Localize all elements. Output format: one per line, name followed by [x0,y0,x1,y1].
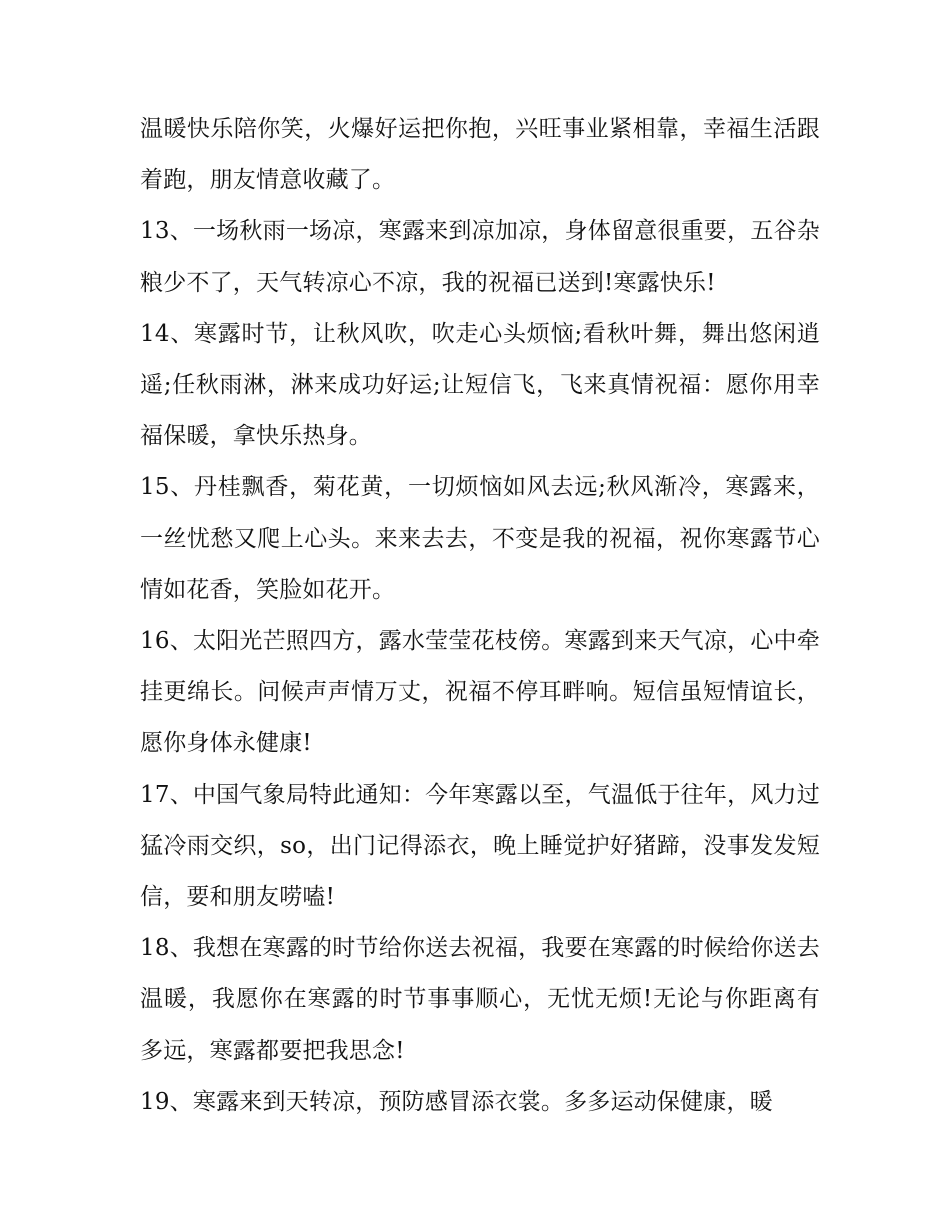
paragraph-14: 14、寒露时节，让秋风吹，吹走心头烦恼;看秋叶舞，舞出悠闲逍遥;任秋雨淋，淋来成功好运;让短信飞，飞来真情祝福：愿你用幸福保暖，拿快乐热身。 [140,320,820,450]
paragraph-intro: 温暖快乐陪你笑，火爆好运把你抱，兴旺事业紧相靠，幸福生活跟着跑，朋友情意收藏了。 [140,116,820,194]
paragraph-17: 17、中国气象局特此通知：今年寒露以至，气温低于往年，风力过猛冷雨交织，so，出门记得添衣，晚上睡觉护好猪蹄，没事发发短信，要和朋友唠嗑! [140,781,820,911]
paragraph-19: 19、寒露来到天转凉，预防感冒添衣裳。多多运动保健康，暖 [140,1088,773,1115]
document-body [140,104,820,1128]
paragraph-13: 13、一场秋雨一场凉，寒露来到凉加凉，身体留意很重要，五谷杂粮少不了，天气转凉心不凉，我的祝福已送到!寒露快乐! [140,218,820,296]
paragraph-16: 16、太阳光芒照四方，露水莹莹花枝傍。寒露到来天气凉，心中牵挂更绵长。问候声声情万丈，祝福不停耳畔响。短信虽短情谊长，愿你身体永健康! [140,628,820,757]
paragraph-18: 18、我想在寒露的时节给你送去祝福，我要在寒露的时候给你送去温暖，我愿你在寒露的时节事事顺心，无忧无烦!无论与你距离有多远，寒露都要把我思念! [140,935,820,1064]
paragraph-15: 15、丹桂飘香，菊花黄，一切烦恼如风去远;秋风渐冷，寒露来，一丝忧愁又爬上心头。来来去去，不变是我的祝福，祝你寒露节心情如花香，笑脸如花开。 [140,474,820,603]
